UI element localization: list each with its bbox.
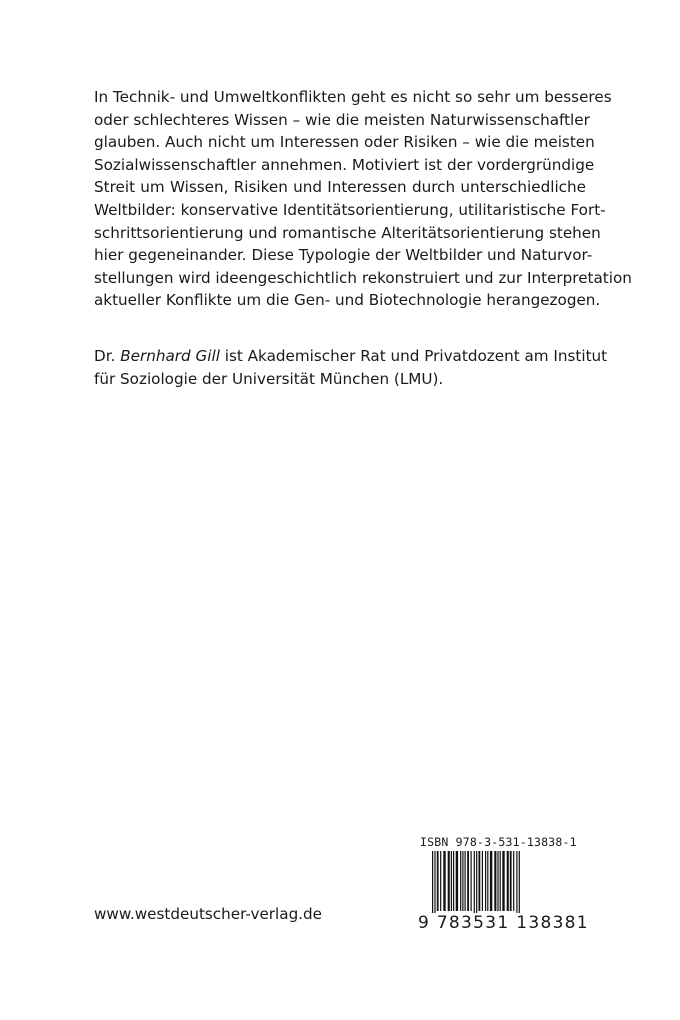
publisher-url[interactable]: www.westdeutscher-verlag.de xyxy=(94,905,323,923)
isbn-barcode-block xyxy=(418,835,589,937)
author-bio-line xyxy=(94,345,608,368)
back-cover-blurb xyxy=(94,86,632,312)
blurb-line: In Technik- und Umweltkonflikten geht es nicht so sehr um besseres xyxy=(94,88,612,106)
author-bio-text: ist Akademischer Rat und Privatdozent am Institut xyxy=(219,347,608,365)
blurb-line: stellungen wird ideengeschichtlich rekonstruiert und zur Interpretation xyxy=(94,268,632,287)
blurb-line: aktueller Konflikte um die Gen- und Biotechnologie herangezogen. xyxy=(94,291,601,310)
blurb-line: Weltbilder: konservative Identitätsorientierung, utilitaristische Fort- xyxy=(94,200,606,219)
blurb-line: glauben. Auch nicht um Interessen oder Risiken – wie die meisten xyxy=(94,133,595,152)
author-bio xyxy=(94,345,608,390)
blurb-line: hier gegeneinander. Diese Typologie der Weltbilder und Naturvor- xyxy=(94,246,593,265)
blurb-line: schrittsorientierung und romantische Alteritätsorientierung stehen xyxy=(94,223,601,242)
isbn-label: ISBN 978-3-531-13838-1 xyxy=(420,835,577,849)
blurb-line: oder schlechteres Wissen – wie die meisten Naturwissenschaftler xyxy=(94,110,590,129)
barcode-digits: 9 783531 138381 xyxy=(418,913,589,933)
blurb-line: Streit um Wissen, Risiken und Interessen durch unterschiedliche xyxy=(94,178,586,197)
author-title: Dr. xyxy=(94,347,121,365)
blurb-line: Sozialwissenschaftler annehmen. Motiviert ist der vordergründige xyxy=(94,155,595,174)
author-bio-line: für Soziologie der Universität München (LMU). xyxy=(94,369,444,388)
author-name: Bernhard Gill xyxy=(120,347,220,365)
